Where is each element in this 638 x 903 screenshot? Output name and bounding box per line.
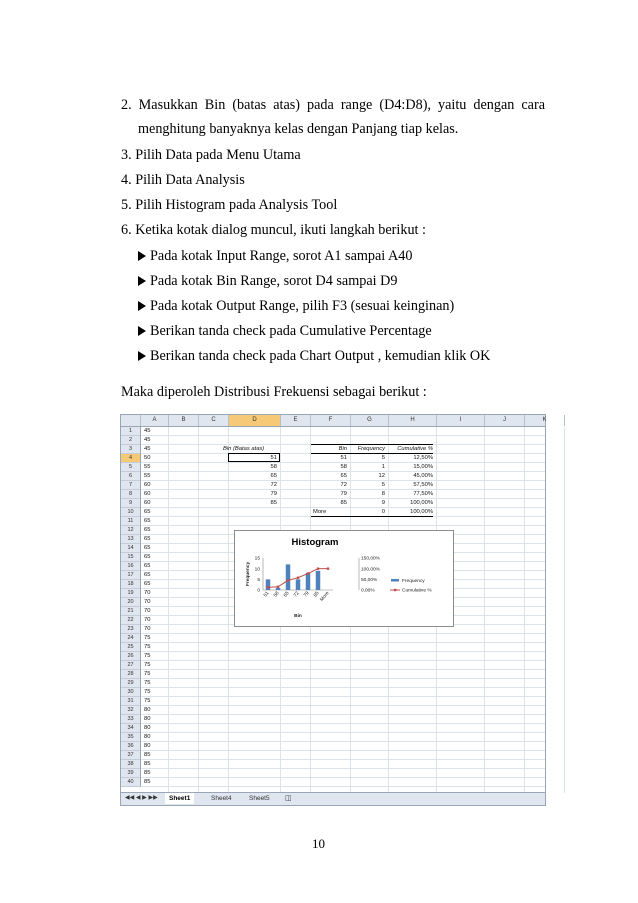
row-header-6[interactable]: 6 [121,472,141,481]
y2-tick-label: 100,00% [361,567,380,573]
table-cell[interactable]: 58 [340,464,347,470]
cell-a11[interactable]: 65 [144,518,151,524]
bullet-item: Berikan tanda check pada Cumulative Percentage [138,323,432,339]
bar-65 [286,564,291,590]
cell-d8[interactable]: 79 [270,491,277,497]
legend-swatch-frequency [391,579,399,582]
row-header-34[interactable]: 34 [121,724,141,733]
cell-a24[interactable]: 75 [144,635,151,641]
row-header-28[interactable]: 28 [121,670,141,679]
bar-85 [316,571,321,590]
cell-a5[interactable]: 55 [144,464,151,470]
cell-a6[interactable]: 55 [144,473,151,479]
table-cell[interactable]: 57,50% [413,482,433,488]
table-header[interactable]: Frequency [357,446,385,452]
cell-a35[interactable]: 80 [144,734,151,740]
x-tick-label: 51 [263,591,271,599]
cell-a2[interactable]: 45 [144,437,151,443]
cell-a37[interactable]: 85 [144,752,151,758]
cumulative-point-51 [267,586,269,588]
page-number: 10 [312,836,325,851]
row-header-1[interactable]: 1 [121,427,141,436]
tab-sheet4[interactable]: Sheet4 [211,795,232,802]
row-header-19[interactable]: 19 [121,589,141,598]
row-header-15[interactable]: 15 [121,553,141,562]
y-tick-label: 15 [254,556,260,562]
row-header-16[interactable]: 16 [121,562,141,571]
row-header-27[interactable]: 27 [121,661,141,670]
cell-a21[interactable]: 70 [144,608,151,614]
table-cell[interactable]: 79 [340,491,347,497]
y2-tick-label: 0,00% [361,588,375,594]
legend-marker-cumulative [394,589,396,591]
table-cell[interactable]: 12,50% [413,455,433,461]
bar-79 [306,573,311,590]
bullet-item: Pada kotak Output Range, pilih F3 (sesuai keinginan) [138,298,454,314]
cell-a29[interactable]: 75 [144,680,151,686]
x-tick-label: 65 [283,591,291,599]
cell-a22[interactable]: 70 [144,617,151,623]
table-cell[interactable]: 5 [381,455,385,461]
cell-d9[interactable]: 85 [270,500,277,506]
row-header-13[interactable]: 13 [121,535,141,544]
y2-tick-label: 150,00% [361,556,380,562]
cell-a8[interactable]: 60 [144,491,151,497]
x-tick-label: 85 [313,591,321,599]
grid-line [564,427,565,793]
cell-a19[interactable]: 70 [144,590,151,596]
arrow-bullet-icon [138,301,146,311]
row-header-33[interactable]: 33 [121,715,141,724]
cell-a23[interactable]: 70 [144,626,151,632]
cell-a18[interactable]: 65 [144,581,151,587]
cell-a34[interactable]: 80 [144,725,151,731]
cell-a25[interactable]: 75 [144,644,151,650]
row-header-5[interactable]: 5 [121,463,141,472]
row-header-31[interactable]: 31 [121,697,141,706]
cell-a40[interactable]: 85 [144,779,151,785]
table-cell[interactable]: 85 [340,500,347,506]
cell-d4[interactable]: 51 [270,455,277,461]
row-header-40[interactable]: 40 [121,778,141,787]
x-tick-label: More [319,591,331,603]
cell-a38[interactable]: 85 [144,761,151,767]
table-cell[interactable]: 100,00% [410,509,433,515]
grid-line [484,427,485,793]
row-header-23[interactable]: 23 [121,625,141,634]
row-header-12[interactable]: 12 [121,526,141,535]
cell-a14[interactable]: 65 [144,545,151,551]
cumulative-point-72 [297,577,299,579]
row-header-29[interactable]: 29 [121,679,141,688]
x-tick-label: 72 [293,591,301,599]
cell-a7[interactable]: 60 [144,482,151,488]
row-header-4[interactable]: 4 [121,454,141,463]
column-header-b[interactable]: B [169,415,199,426]
cell-a12[interactable]: 65 [144,527,151,533]
y-tick-label: 0 [257,588,260,594]
column-header-k[interactable]: K [525,415,565,426]
column-header-j[interactable]: J [485,415,525,426]
row-header-8[interactable]: 8 [121,490,141,499]
row-header-20[interactable]: 20 [121,598,141,607]
legend-label-frequency: Frequency [402,579,425,584]
row-header-10[interactable]: 10 [121,508,141,517]
cell-a1[interactable]: 45 [144,428,151,434]
arrow-bullet-icon [138,326,146,336]
cell-a30[interactable]: 75 [144,689,151,695]
cell-a20[interactable]: 70 [144,599,151,605]
tab-sheet5[interactable]: Sheet5 [249,795,270,802]
cell-a13[interactable]: 65 [144,536,151,542]
bar-72 [296,579,301,590]
y-tick-label: 10 [254,567,260,573]
table-cell[interactable]: 12 [378,473,385,479]
table-cell[interactable]: 51 [340,455,347,461]
step-2-line-2: menghitung banyaknya kelas dengan Panjang tiap kelas. [138,121,459,137]
bullet-item: Pada kotak Bin Range, sorot D4 sampai D9 [138,273,397,289]
table-header[interactable]: Bin [338,446,347,452]
cumulative-point-58 [277,586,279,588]
x-tick-label: 79 [303,591,311,599]
cell-a10[interactable]: 65 [144,509,151,515]
cell-d7[interactable]: 72 [270,482,277,488]
column-header-f[interactable]: F [311,415,351,426]
column-header-d[interactable]: D [229,415,281,426]
column-header-a[interactable]: A [141,415,169,426]
table-cell[interactable]: 77,50% [413,491,433,497]
cumulative-point-More [327,567,329,569]
grid-line [198,427,199,793]
conclusion-text: Maka diperoleh Distribusi Frekuensi sebagai berikut : [121,384,427,400]
table-cell[interactable]: 100,00% [410,500,433,506]
cumulative-point-79 [307,572,309,574]
y-tick-label: 5 [257,577,260,583]
cumulative-point-65 [287,579,289,581]
step-4: 4. Pilih Data Analysis [121,172,245,188]
cell-a17[interactable]: 65 [144,572,151,578]
row-header-18[interactable]: 18 [121,580,141,589]
row-header-26[interactable]: 26 [121,652,141,661]
table-cell[interactable]: 8 [381,491,385,497]
sheet-nav-arrows[interactable]: ◀◀ ◀ ▶ ▶▶ [125,795,158,801]
row-header-25[interactable]: 25 [121,643,141,652]
arrow-bullet-icon [138,251,146,261]
bar-58 [276,588,281,590]
row-header-21[interactable]: 21 [121,607,141,616]
y-axis-label: Frequency [246,561,251,587]
cell-a4[interactable]: 50 [144,455,151,461]
row-header-37[interactable]: 37 [121,751,141,760]
table-cell[interactable]: 72 [340,482,347,488]
histogram-chart [234,530,454,627]
column-header-g[interactable]: G [351,415,389,426]
new-sheet-icon[interactable]: ◫ [285,795,292,802]
bullet-item: Berikan tanda check pada Chart Output , kemudian klik OK [138,348,490,364]
cell-a36[interactable]: 80 [144,743,151,749]
cell-a27[interactable]: 75 [144,662,151,668]
row-header-24[interactable]: 24 [121,634,141,643]
step-5: 5. Pilih Histogram pada Analysis Tool [121,197,338,213]
table-cell[interactable]: 1 [381,464,385,470]
table-cell[interactable]: More [313,509,327,515]
cumulative-point-85 [317,567,319,569]
step-2-line-1: 2. Masukkan Bin (batas atas) pada range (D4:D8), yaitu dengan cara [121,97,545,113]
tab-sheet1[interactable]: Sheet1 [165,793,194,804]
table-cell[interactable]: 0 [381,509,385,515]
column-header-bar [121,415,545,427]
select-all-corner[interactable] [121,415,141,426]
bullet-item: Pada kotak Input Range, sorot A1 sampai A40 [138,248,412,264]
cell-a32[interactable]: 80 [144,707,151,713]
row-header-36[interactable]: 36 [121,742,141,751]
cell-a15[interactable]: 65 [144,554,151,560]
arrow-bullet-icon [138,276,146,286]
table-cell[interactable]: 15,00% [413,464,433,470]
x-axis-label: Bin [294,614,302,619]
table-cell[interactable]: 9 [381,500,385,506]
row-header-38[interactable]: 38 [121,760,141,769]
row-header-22[interactable]: 22 [121,616,141,625]
step-3: 3. Pilih Data pada Menu Utama [121,147,301,163]
cell-a28[interactable]: 75 [144,671,151,677]
column-header-c[interactable]: C [199,415,229,426]
column-header-e[interactable]: E [281,415,311,426]
row-header-17[interactable]: 17 [121,571,141,580]
row-header-14[interactable]: 14 [121,544,141,553]
grid-line [524,427,525,793]
table-cell[interactable]: 65 [340,473,347,479]
cell-a3[interactable]: 45 [144,446,151,452]
chart-title: Histogram [291,537,339,548]
cell-a39[interactable]: 85 [144,770,151,776]
grid-line [168,427,169,793]
row-header-7[interactable]: 7 [121,481,141,490]
table-cell[interactable]: 45,00% [413,473,433,479]
x-tick-label: 58 [273,591,281,599]
row-header-32[interactable]: 32 [121,706,141,715]
y2-tick-label: 50,00% [361,577,378,583]
cell-a31[interactable]: 75 [144,698,151,704]
row-header-2[interactable]: 2 [121,436,141,445]
cell-a9[interactable]: 60 [144,500,151,506]
cell-a16[interactable]: 65 [144,563,151,569]
chart-plot [235,531,453,626]
legend-label-cumulative: Cumulative % [402,588,432,594]
row-header-3[interactable]: 3 [121,445,141,454]
table-cell[interactable]: 5 [381,482,385,488]
sheet-tab-bar [121,792,545,805]
column-header-h[interactable]: H [389,415,437,426]
row-header-11[interactable]: 11 [121,517,141,526]
arrow-bullet-icon [138,351,146,361]
row-header-39[interactable]: 39 [121,769,141,778]
row-header-35[interactable]: 35 [121,733,141,742]
table-header[interactable]: Cumulative % [397,446,433,452]
cell-a26[interactable]: 75 [144,653,151,659]
cell-d6[interactable]: 65 [270,473,277,479]
step-6: 6. Ketika kotak dialog muncul, ikuti langkah berikut : [121,222,426,238]
row-header-9[interactable]: 9 [121,499,141,508]
cell-a33[interactable]: 80 [144,716,151,722]
cell-d3-bin-header[interactable]: Bin (Batas atas) [223,446,265,452]
cell-d5[interactable]: 58 [270,464,277,470]
row-header-30[interactable]: 30 [121,688,141,697]
column-header-i[interactable]: I [437,415,485,426]
